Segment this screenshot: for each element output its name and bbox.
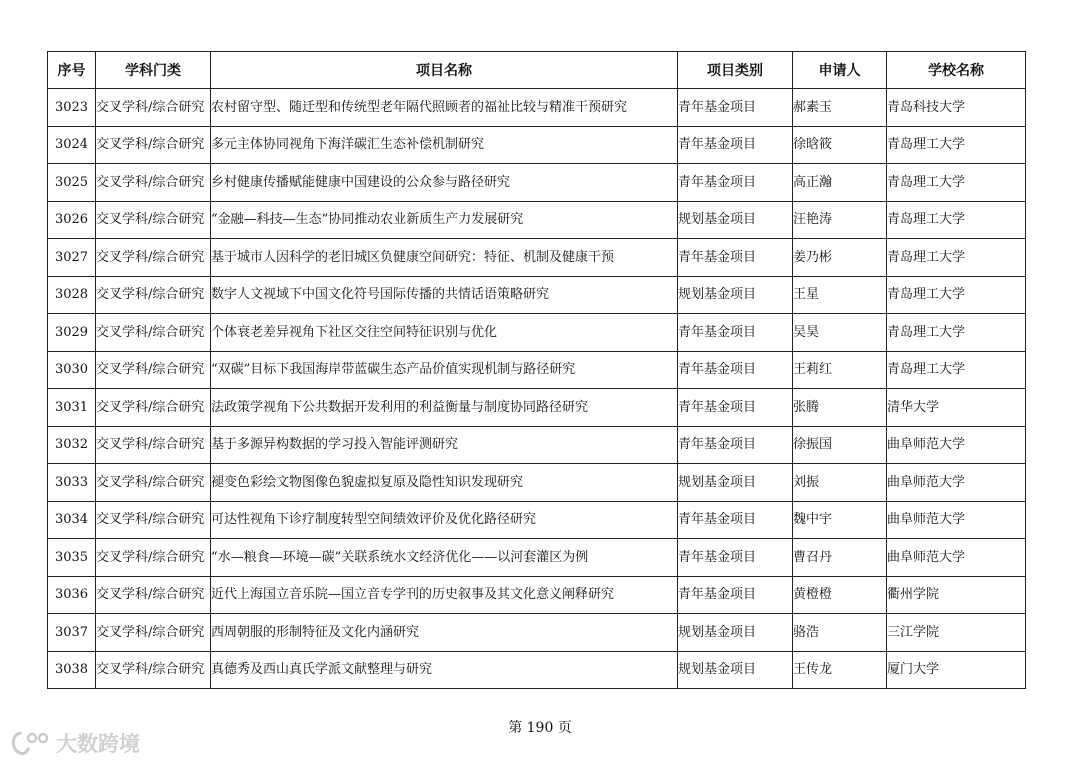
row-applicant: 姜乃彬 bbox=[793, 239, 887, 277]
table-row bbox=[48, 501, 1026, 539]
row-subject: 交叉学科/综合研究 bbox=[96, 501, 211, 539]
row-no: 3023 bbox=[48, 89, 96, 127]
row-project-type: 规划基金项目 bbox=[678, 614, 793, 652]
row-project-type: 规划基金项目 bbox=[678, 276, 793, 314]
row-no: 3037 bbox=[48, 614, 96, 652]
table-row bbox=[48, 426, 1026, 464]
table-row bbox=[48, 539, 1026, 577]
row-project-type: 青年基金项目 bbox=[678, 239, 793, 277]
row-subject: 交叉学科/综合研究 bbox=[96, 201, 211, 239]
row-project-type: 规划基金项目 bbox=[678, 201, 793, 239]
row-school: 衢州学院 bbox=[887, 576, 1026, 614]
watermark bbox=[8, 728, 140, 758]
header-no: 序号 bbox=[48, 52, 96, 89]
row-no: 3027 bbox=[48, 239, 96, 277]
watermark-text: 大数跨境 bbox=[56, 732, 140, 756]
row-project-type: 青年基金项目 bbox=[678, 89, 793, 127]
row-school: 曲阜师范大学 bbox=[887, 539, 1026, 577]
row-project-name: 法政策学视角下公共数据开发利用的利益衡量与制度协同路径研究 bbox=[211, 389, 678, 427]
row-school: 厦门大学 bbox=[887, 651, 1026, 689]
row-subject: 交叉学科/综合研究 bbox=[96, 389, 211, 427]
row-school: 青岛理工大学 bbox=[887, 314, 1026, 352]
row-project-type: 青年基金项目 bbox=[678, 164, 793, 202]
table-row bbox=[48, 576, 1026, 614]
header-school: 学校名称 bbox=[887, 52, 1026, 89]
row-applicant: 王莉红 bbox=[793, 351, 887, 389]
row-project-name: 基于多源异构数据的学习投入智能评测研究 bbox=[211, 426, 678, 464]
row-school: 曲阜师范大学 bbox=[887, 464, 1026, 502]
row-applicant: 吴昊 bbox=[793, 314, 887, 352]
row-subject: 交叉学科/综合研究 bbox=[96, 614, 211, 652]
table-row bbox=[48, 314, 1026, 352]
row-school: 青岛理工大学 bbox=[887, 239, 1026, 277]
header-subject: 学科门类 bbox=[96, 52, 211, 89]
row-project-name: “水—粮食—环境—碳”关联系统水文经济优化——以河套灌区为例 bbox=[211, 539, 678, 577]
row-project-name: 乡村健康传播赋能健康中国建设的公众参与路径研究 bbox=[211, 164, 678, 202]
table-row bbox=[48, 164, 1026, 202]
header-applicant: 申请人 bbox=[793, 52, 887, 89]
header-project-type: 项目类别 bbox=[678, 52, 793, 89]
row-project-name: 褪变色彩绘文物图像色貌虚拟复原及隐性知识发现研究 bbox=[211, 464, 678, 502]
header-project-name: 项目名称 bbox=[211, 52, 678, 89]
row-project-type: 青年基金项目 bbox=[678, 501, 793, 539]
row-project-type: 规划基金项目 bbox=[678, 464, 793, 502]
row-subject: 交叉学科/综合研究 bbox=[96, 351, 211, 389]
row-project-type: 青年基金项目 bbox=[678, 539, 793, 577]
table-row bbox=[48, 351, 1026, 389]
row-no: 3026 bbox=[48, 201, 96, 239]
row-applicant: 骆浩 bbox=[793, 614, 887, 652]
row-project-type: 青年基金项目 bbox=[678, 126, 793, 164]
row-project-name: 基于城市人因科学的老旧城区负健康空间研究：特征、机制及健康干预 bbox=[211, 239, 678, 277]
table-header-row bbox=[48, 52, 1026, 89]
row-no: 3034 bbox=[48, 501, 96, 539]
row-applicant: 曹召丹 bbox=[793, 539, 887, 577]
row-applicant: 魏中宇 bbox=[793, 501, 887, 539]
project-table bbox=[47, 51, 1026, 689]
row-no: 3028 bbox=[48, 276, 96, 314]
row-subject: 交叉学科/综合研究 bbox=[96, 464, 211, 502]
row-applicant: 王星 bbox=[793, 276, 887, 314]
row-applicant: 徐晗筱 bbox=[793, 126, 887, 164]
row-school: 清华大学 bbox=[887, 389, 1026, 427]
row-subject: 交叉学科/综合研究 bbox=[96, 314, 211, 352]
row-project-name: 数字人文视域下中国文化符号国际传播的共情话语策略研究 bbox=[211, 276, 678, 314]
row-no: 3024 bbox=[48, 126, 96, 164]
row-school: 三江学院 bbox=[887, 614, 1026, 652]
row-subject: 交叉学科/综合研究 bbox=[96, 539, 211, 577]
row-project-type: 青年基金项目 bbox=[678, 314, 793, 352]
table-row bbox=[48, 389, 1026, 427]
row-subject: 交叉学科/综合研究 bbox=[96, 164, 211, 202]
row-no: 3036 bbox=[48, 576, 96, 614]
row-subject: 交叉学科/综合研究 bbox=[96, 89, 211, 127]
page-number: 第 190 页 bbox=[508, 720, 572, 736]
table-row bbox=[48, 276, 1026, 314]
row-project-name: 近代上海国立音乐院—国立音专学刊的历史叙事及其文化意义阐释研究 bbox=[211, 576, 678, 614]
row-project-name: 个体衰老差异视角下社区交往空间特征识别与优化 bbox=[211, 314, 678, 352]
row-applicant: 王传龙 bbox=[793, 651, 887, 689]
row-school: 曲阜师范大学 bbox=[887, 501, 1026, 539]
row-project-name: “金融—科技—生态”协同推动农业新质生产力发展研究 bbox=[211, 201, 678, 239]
row-project-name: “双碳”目标下我国海岸带蓝碳生态产品价值实现机制与路径研究 bbox=[211, 351, 678, 389]
row-school: 青岛理工大学 bbox=[887, 351, 1026, 389]
row-no: 3030 bbox=[48, 351, 96, 389]
table-row bbox=[48, 126, 1026, 164]
row-project-type: 规划基金项目 bbox=[678, 651, 793, 689]
table-row bbox=[48, 201, 1026, 239]
row-project-name: 西周朝服的形制特征及文化内涵研究 bbox=[211, 614, 678, 652]
row-school: 青岛理工大学 bbox=[887, 276, 1026, 314]
row-no: 3038 bbox=[48, 651, 96, 689]
table-row bbox=[48, 651, 1026, 689]
row-subject: 交叉学科/综合研究 bbox=[96, 276, 211, 314]
row-no: 3032 bbox=[48, 426, 96, 464]
row-project-type: 青年基金项目 bbox=[678, 426, 793, 464]
row-no: 3033 bbox=[48, 464, 96, 502]
row-project-name: 多元主体协同视角下海洋碳汇生态补偿机制研究 bbox=[211, 126, 678, 164]
row-applicant: 黄橙橙 bbox=[793, 576, 887, 614]
row-project-type: 青年基金项目 bbox=[678, 389, 793, 427]
row-applicant: 徐振国 bbox=[793, 426, 887, 464]
row-school: 青岛理工大学 bbox=[887, 201, 1026, 239]
row-no: 3031 bbox=[48, 389, 96, 427]
row-school: 青岛理工大学 bbox=[887, 164, 1026, 202]
row-school: 青岛科技大学 bbox=[887, 89, 1026, 127]
logo-icon bbox=[8, 729, 52, 757]
row-project-name: 真德秀及西山真氏学派文献整理与研究 bbox=[211, 651, 678, 689]
row-no: 3029 bbox=[48, 314, 96, 352]
row-applicant: 高正瀚 bbox=[793, 164, 887, 202]
row-project-name: 可达性视角下诊疗制度转型空间绩效评价及优化路径研究 bbox=[211, 501, 678, 539]
table-row bbox=[48, 239, 1026, 277]
row-applicant: 郝素玉 bbox=[793, 89, 887, 127]
row-no: 3035 bbox=[48, 539, 96, 577]
row-subject: 交叉学科/综合研究 bbox=[96, 651, 211, 689]
table-row bbox=[48, 89, 1026, 127]
row-school: 曲阜师范大学 bbox=[887, 426, 1026, 464]
table-row bbox=[48, 464, 1026, 502]
row-subject: 交叉学科/综合研究 bbox=[96, 239, 211, 277]
row-project-name: 农村留守型、随迁型和传统型老年隔代照顾者的福祉比较与精准干预研究 bbox=[211, 89, 678, 127]
row-subject: 交叉学科/综合研究 bbox=[96, 576, 211, 614]
row-school: 青岛理工大学 bbox=[887, 126, 1026, 164]
row-subject: 交叉学科/综合研究 bbox=[96, 126, 211, 164]
row-project-type: 青年基金项目 bbox=[678, 576, 793, 614]
row-applicant: 刘振 bbox=[793, 464, 887, 502]
row-applicant: 张腾 bbox=[793, 389, 887, 427]
row-subject: 交叉学科/综合研究 bbox=[96, 426, 211, 464]
row-project-type: 青年基金项目 bbox=[678, 351, 793, 389]
row-applicant: 汪艳涛 bbox=[793, 201, 887, 239]
row-no: 3025 bbox=[48, 164, 96, 202]
table-row bbox=[48, 614, 1026, 652]
